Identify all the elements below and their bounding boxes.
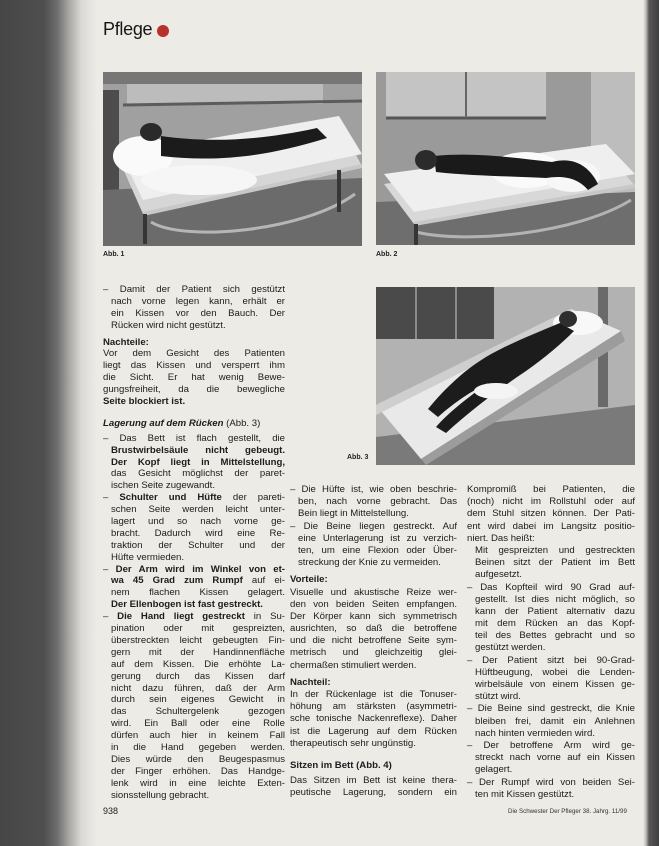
text-line: bleiben frei, damit ein Anlehnen [475, 715, 635, 727]
text-column-3 [467, 484, 635, 801]
text-line: – Die Beine liegen gestreckt. Auf [290, 520, 457, 532]
text-line: ein Kissen vor den Bauch. Der [111, 307, 285, 319]
text-line: Mit gespreizten und gestreckten [475, 544, 635, 556]
text-line: gern mit der Handinnenfläche [111, 646, 285, 658]
text-line: therapeutisch sehr ungünstig. [290, 737, 416, 749]
bold-text: Sitzen im Bett [290, 759, 354, 771]
text-line [111, 457, 285, 469]
text-line: schen Seite werden leicht unter- [111, 504, 285, 516]
section-header [103, 19, 169, 40]
text-line: – Der betroffene Arm wird ge- [467, 739, 635, 751]
photo-2-image [376, 72, 635, 245]
bullet-item [290, 521, 457, 570]
bullet-item [103, 433, 285, 492]
figure-caption: Abb. 1 [103, 251, 125, 258]
text-column-2 [290, 484, 457, 800]
text-line: in die Hand gegeben werden. [111, 741, 285, 753]
blanket-roll [141, 165, 257, 195]
text-line: stützt wird. [475, 691, 521, 703]
text-line: eine Unterlagerung ist zu verzich- [298, 532, 457, 544]
text-line: den von beiden Seiten empfangen. [290, 598, 457, 610]
text-line [103, 611, 285, 623]
text-line [103, 563, 285, 576]
text-line: lagert und so nach vorne ge- [111, 516, 285, 528]
bullet-item [103, 492, 285, 563]
patient-head [140, 123, 162, 141]
text-line: Rücken wird nicht gestützt. [111, 319, 226, 331]
text-line: – Das Kopfteil wird 90 Grad auf- [467, 581, 635, 593]
text-line: metrisch und gleichzeitig glei- [290, 647, 457, 659]
bold-text: Der Kopf liegt in Mittelstellung, [111, 456, 285, 468]
text-line: Bein liegt in Mittelstellung. [298, 508, 409, 520]
text-line: dem Stuhl sitzen können. Der Pati- [467, 508, 635, 520]
text-line: ten mit Kissen gestützt. [475, 788, 575, 800]
text-line: auf dem Kissen. Die erhöhte La- [111, 658, 285, 670]
text-line: wird. Ein Ball oder eine Rolle [111, 718, 285, 730]
text-line: – Das Bett ist flach gestellt, die [103, 432, 285, 444]
bold-text: Der Arm wird im Winkel von et- [115, 563, 285, 575]
figure-caption: Abb. 2 [376, 251, 398, 258]
subheading [103, 337, 285, 349]
text-line: wirbelsäule von einem Kissen ge- [475, 679, 635, 690]
paragraph [103, 348, 285, 407]
indented-paragraph [467, 545, 635, 582]
text-line: ben, nach vorne gebracht. Das [298, 496, 457, 508]
text-line: – Der Rumpf wird von beiden Sei- [467, 776, 635, 788]
bullet-item [467, 582, 635, 655]
text-line: Nachteil: [290, 676, 331, 688]
text-line: kann der Patient alternativ dazu [475, 605, 635, 617]
text-line: chermaßen stimuliert werden. [290, 659, 417, 671]
text-line: und die nicht betroffene Seite sym- [290, 635, 457, 647]
text-line: nem flachen Kissen gelagert. [111, 587, 285, 599]
text-line [103, 492, 285, 504]
text-line: Visuelle und akustische Reize wer- [290, 586, 457, 598]
bold-text: (Abb. 4) [353, 759, 392, 771]
bullet-item [467, 703, 635, 740]
bold-text: Brustwirbelsäule nicht gebeugt. [111, 444, 285, 456]
text-line: lenk wird in eine leichte Exten- [111, 777, 285, 789]
text-line: gelagert. [475, 764, 513, 776]
text-column-1 [103, 284, 285, 801]
text-line: In der Rückenlage ist die Tonuser- [290, 689, 457, 700]
text-line: sche tonische Nackenreflexe). Daher [290, 713, 457, 725]
bold-text: Schulter und Hüfte [119, 492, 222, 504]
text-line [111, 599, 285, 611]
bullet-item [103, 284, 285, 332]
bullet-item [290, 484, 457, 521]
text-line: peutische Lagerung, sondern ein [290, 787, 457, 799]
text-line: Das Sitzen im Bett ist keine thera- [290, 775, 457, 787]
text-run: der pareti- [221, 492, 285, 504]
text-line: niert. Das heißt: [467, 532, 535, 544]
bold-text: Der Ellenbogen ist fast gestreckt. [111, 599, 263, 611]
bold-text: wa 45 Grad zum Rumpf [111, 575, 243, 587]
section-heading [290, 760, 457, 772]
text-line: Beinen sitzt der Patient im Bett [475, 557, 635, 569]
section-title: Pflege [103, 19, 153, 39]
text-line: gestellt. Ist dies nicht möglich, so [475, 593, 635, 605]
text-line: ausrichten, so daß die betroffene [290, 623, 457, 635]
bed-leg [337, 170, 341, 212]
text-line [290, 760, 457, 772]
text-run: auf ei- [242, 575, 285, 587]
text-line: bracht. Dadurch wird eine Re- [111, 527, 285, 539]
text-line: Kompromiß bei Patienten, die [467, 484, 635, 495]
patient-head [415, 150, 437, 170]
text-line: überstreckten leicht gebeugten Fin- [111, 634, 285, 646]
text-line: pination oder mit gespreizten, [111, 623, 285, 635]
page-edge-right [643, 0, 659, 846]
arm-pillow [474, 383, 518, 399]
text-line: Der Körper kann sich symmetrisch [290, 610, 457, 622]
text-line: nicht dazu führen, daß der Arm [111, 682, 285, 694]
text-line [103, 418, 285, 430]
patient-head [559, 311, 577, 327]
text-line: Vorteile: [290, 574, 328, 586]
journal-footer: Die Schwester Der Pfleger 38. Jahrg. 11/99 [508, 808, 627, 815]
paragraph [467, 484, 635, 545]
binding-shadow-left [0, 0, 100, 846]
text-line: (noch) nicht im Rollstuhl oder auf [467, 496, 635, 508]
text-line: – Die Hüfte ist, wie oben beschrie- [290, 484, 457, 495]
text-line: Hüftbeugung, wobei die Lenden- [475, 666, 635, 678]
text-line: der Finger erhöhen. Das Handge- [111, 765, 285, 777]
paragraph [290, 689, 457, 750]
text-line: ent wird dabei im Langsitz positio- [467, 520, 635, 532]
text-line: – Der Patient sitzt bei 90-Grad- [467, 654, 635, 666]
photo-1 [103, 72, 362, 246]
text-line: höhung am stärksten (asymmetri- [290, 701, 457, 713]
photo-3 [376, 287, 635, 465]
text-line: nach vorne legen kann, erhält er [111, 295, 285, 307]
text-line: streckt nach vorne auf ein Kissen [475, 752, 635, 764]
text-line [111, 575, 285, 587]
text-line: durch sein eigenes Gewicht in [111, 694, 285, 706]
paragraph [290, 775, 457, 799]
text-line: gestützt werden. [475, 642, 546, 654]
section-heading [103, 418, 285, 430]
bullet-item [467, 655, 635, 704]
bullet-item [103, 611, 285, 801]
bold-text: Die Hand liegt gestreckt [117, 611, 245, 623]
page-number: 938 [103, 806, 119, 816]
bullet-item [103, 564, 285, 612]
text-line: die Sicht. Er hat wenig Bewe- [103, 372, 285, 384]
paragraph [290, 587, 457, 672]
text-line: traktion der Schulter und der [111, 539, 285, 551]
text-line: ten, um eine Flexion oder Über- [298, 544, 457, 556]
text-line: Nachteile: [103, 336, 149, 348]
text-run: in Su- [244, 611, 285, 623]
text-line: gerung durch das Kissen darf [111, 670, 285, 682]
text-run: – [103, 492, 120, 504]
text-run: – [103, 611, 118, 623]
text-run: – [103, 563, 116, 575]
figure-caption: Abb. 3 [347, 454, 369, 461]
text-line: das Gesicht möglichst der paret- [111, 468, 285, 480]
text-line: sionsstellung gebracht. [111, 789, 210, 801]
text-line [111, 445, 285, 457]
photo-1-image [103, 72, 362, 246]
red-circle-icon [157, 25, 169, 37]
text-line: – Die Beine sind gestreckt, die Knie [467, 703, 635, 715]
text-line: ist die Lagerung auf dem Rücken [290, 725, 457, 737]
text-line: dürfen auch hier in keinem Fall [111, 730, 285, 742]
text-line: liegt das Kissen und versperrt ihm [103, 360, 285, 372]
text-line: Dies würde den Beugespasmus [111, 753, 285, 765]
text-line: ischen Seite zugewandt. [111, 480, 215, 492]
text-run: (Abb. 3) [223, 417, 261, 429]
text-line: das Schultergelenk gezogen [111, 706, 285, 718]
photo-2 [376, 72, 635, 245]
text-line: gungsfreiheit, da die bewegliche [103, 384, 285, 396]
ceiling-band [103, 72, 362, 84]
door-frame [103, 90, 119, 202]
window [376, 287, 494, 339]
text-line: – Damit der Patient sich gestützt [103, 284, 285, 295]
photo-3-image [376, 287, 635, 465]
text-line: streckung der Knie zu vermeiden. [298, 557, 441, 569]
bullet-item [467, 777, 635, 801]
bed-leg [414, 224, 418, 245]
text-line: aufgesetzt. [475, 569, 522, 581]
text-line: nach hinten vermieden wird. [475, 727, 595, 739]
text-line: Vor dem Gesicht des Patienten [103, 348, 285, 360]
subheading [290, 677, 457, 689]
subheading [290, 574, 457, 586]
text-line: Hüfte vermieden. [111, 551, 185, 563]
text-line [103, 396, 285, 408]
bullet-item [467, 740, 635, 777]
text-line: teil des Bettes gebracht und so [475, 630, 635, 642]
bold-text: Lagerung auf dem Rücken [103, 417, 224, 429]
bold-text: Seite blockiert ist. [103, 396, 186, 408]
bed-leg [143, 214, 147, 244]
text-line: mit dem Rücken an das Kopf- [475, 618, 635, 630]
